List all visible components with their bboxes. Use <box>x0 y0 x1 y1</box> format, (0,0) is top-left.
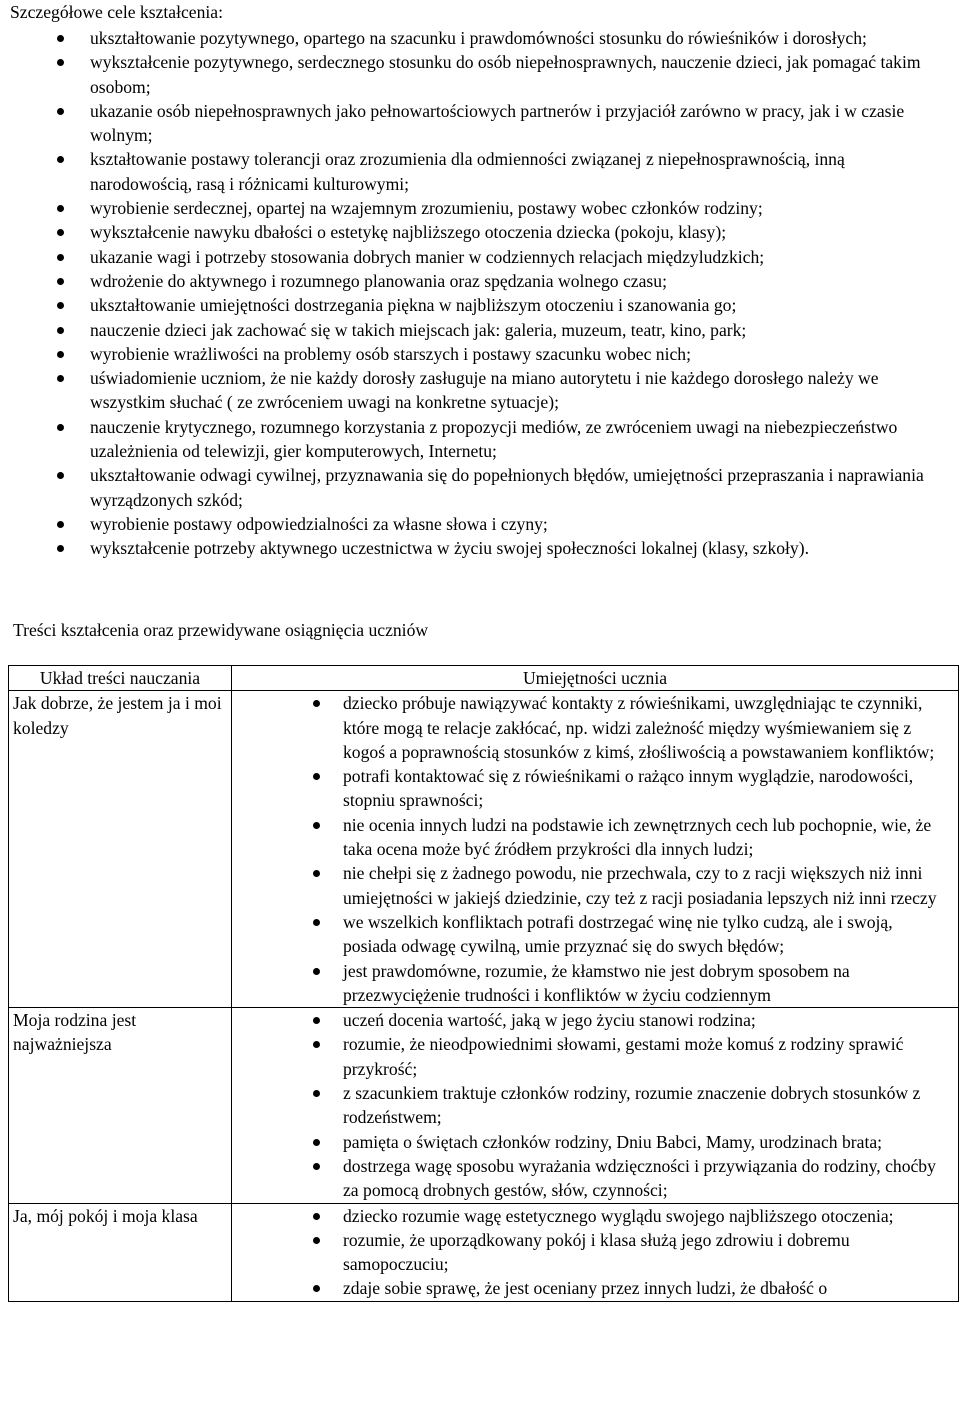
bullet-icon <box>57 545 64 552</box>
bullet-icon <box>57 59 64 66</box>
bullet-icon <box>57 521 64 528</box>
column-header-skills: Umiejętności ucznia <box>232 666 959 691</box>
goals-list <box>0 26 945 561</box>
list-item: rozumie, że nieodpowiednimi słowami, gestami może komuś z rodziny sprawić przykrość; <box>236 1032 954 1081</box>
bullet-icon <box>57 375 64 382</box>
list-item: kształtowanie postawy tolerancji oraz zrozumienia dla odmienności związanej z niepełnosprawnością, inną narodowością, rasą i różnicami kulturowymi; <box>0 147 945 196</box>
bullet-icon <box>57 108 64 115</box>
topic-cell: Moja rodzina jest najważniejsza <box>9 1008 232 1203</box>
list-item: nauczenie dzieci jak zachować się w takich miejscach jak: galeria, muzeum, teatr, kino, park; <box>0 318 945 342</box>
list-item: wyrobienie serdecznej, opartej na wzajemnym zrozumieniu, postawy wobec członków rodziny; <box>0 196 945 220</box>
skills-cell <box>232 1203 959 1301</box>
bullet-icon <box>313 822 320 829</box>
list-item: pamięta o świętach członków rodziny, Dniu Babci, Mamy, urodzinach brata; <box>236 1130 954 1154</box>
bullet-icon <box>313 1017 320 1024</box>
bullet-icon <box>57 35 64 42</box>
bullet-icon <box>313 919 320 926</box>
content-table <box>8 665 959 1302</box>
topic-cell: Jak dobrze, że jestem ja i moi koledzy <box>9 691 232 1008</box>
skills-cell <box>232 691 959 1008</box>
list-item: wykształcenie potrzeby aktywnego uczestnictwa w życiu swojej społeczności lokalnej (klasy, szkoły). <box>0 536 945 560</box>
table-row <box>9 1008 959 1203</box>
bullet-icon <box>313 700 320 707</box>
list-item: uczeń docenia wartość, jaką w jego życiu stanowi rodzina; <box>236 1008 954 1032</box>
bullet-icon <box>57 278 64 285</box>
table-row <box>9 691 959 1008</box>
bullet-icon <box>57 351 64 358</box>
bullet-icon <box>313 968 320 975</box>
bullet-icon <box>313 1285 320 1292</box>
list-item: ukazanie osób niepełnosprawnych jako pełnowartościowych partnerów i przyjaciół zarówno w pracy, jak i w czasie wolnym; <box>0 99 945 148</box>
list-item: wykształcenie pozytywnego, serdecznego stosunku do osób niepełnosprawnych, nauczenie dzieci, jak pomagać takim osobom; <box>0 50 945 99</box>
skills-list <box>236 691 954 1007</box>
bullet-icon <box>57 472 64 479</box>
bullet-icon <box>57 229 64 236</box>
table-header-row <box>9 666 959 691</box>
column-header-topics: Układ treści nauczania <box>9 666 232 691</box>
list-item: z szacunkiem traktuje członków rodziny, rozumie znaczenie dobrych stosunków z rodzeństwem; <box>236 1081 954 1130</box>
list-item: jest prawdomówne, rozumie, że kłamstwo nie jest dobrym sposobem na przezwyciężenie trudności i konfliktów w życiu codziennym <box>236 959 954 1008</box>
bullet-icon <box>313 870 320 877</box>
skills-cell <box>232 1008 959 1203</box>
list-item: ukazanie wagi i potrzeby stosowania dobrych manier w codziennych relacjach międzyludzkich; <box>0 245 945 269</box>
list-item: wyrobienie wrażliwości na problemy osób starszych i postawy szacunku wobec nich; <box>0 342 945 366</box>
bullet-icon <box>313 1090 320 1097</box>
list-item: ukształtowanie umiejętności dostrzegania piękna w najbliższym otoczeniu i szanowania go; <box>0 293 945 317</box>
bullet-icon <box>313 1041 320 1048</box>
list-item: nie chełpi się z żadnego powodu, nie przechwala, czy to z racji większych niż inni umiejętności w jakiejś dziedzinie, czy też z racji posiadania lepszych niż inni rzeczy <box>236 861 954 910</box>
bullet-icon <box>57 205 64 212</box>
bullet-icon <box>57 156 64 163</box>
bullet-icon <box>313 1163 320 1170</box>
list-item: nauczenie krytycznego, rozumnego korzystania z propozycji mediów, ze zwróceniem uwagi na niebezpieczeństwo uzależnienia od telewizji, gier komputerowych, Internetu; <box>0 415 945 464</box>
bullet-icon <box>313 1213 320 1220</box>
bullet-icon <box>313 1139 320 1146</box>
list-item: wyrobienie postawy odpowiedzialności za własne słowa i czyny; <box>0 512 945 536</box>
topic-cell: Ja, mój pokój i moja klasa <box>9 1203 232 1301</box>
list-item: rozumie, że uporządkowany pokój i klasa służą jego zdrowiu i dobremu samopoczuciu; <box>236 1228 954 1277</box>
section-heading: Szczegółowe cele kształcenia: <box>10 2 223 22</box>
bullet-icon <box>313 1237 320 1244</box>
skills-list <box>236 1008 954 1202</box>
list-item: ukształtowanie pozytywnego, opartego na szacunku i prawdomówności stosunku do rówieśników i dorosłych; <box>0 26 945 50</box>
table-row <box>9 1203 959 1301</box>
list-item: zdaje sobie sprawę, że jest oceniany przez innych ludzi, że dbałość o <box>236 1276 954 1300</box>
section-subheading: Treści kształcenia oraz przewidywane osiągnięcia uczniów <box>13 620 429 640</box>
bullet-icon <box>57 327 64 334</box>
list-item: uświadomienie uczniom, że nie każdy dorosły zasługuje na miano autorytetu i nie każdego dorosłego należy we wszystkim słuchać ( ze zwróceniem uwagi na konkretne sytuacje); <box>0 366 945 415</box>
list-item: dziecko rozumie wagę estetycznego wyglądu swojego najbliższego otoczenia; <box>236 1204 954 1228</box>
bullet-icon <box>57 254 64 261</box>
list-item: nie ocenia innych ludzi na podstawie ich zewnętrznych cech lub pochopnie, wie, że taka ocena może być źródłem przykrości dla innych ludzi; <box>236 813 954 862</box>
list-item: wdrożenie do aktywnego i rozumnego planowania oraz spędzania wolnego czasu; <box>0 269 945 293</box>
list-item: potrafi kontaktować się z rówieśnikami o rażąco innym wyglądzie, narodowości, stopniu sprawności; <box>236 764 954 813</box>
list-item: wykształcenie nawyku dbałości o estetykę najbliższego otoczenia dziecka (pokoju, klasy); <box>0 220 945 244</box>
list-item: dostrzega wagę sposobu wyrażania wdzięczności i przywiązania do rodziny, choćby za pomocą drobnych gestów, słów, czynności; <box>236 1154 954 1203</box>
bullet-icon <box>57 424 64 431</box>
skills-list <box>236 1204 954 1301</box>
bullet-icon <box>57 302 64 309</box>
list-item: ukształtowanie odwagi cywilnej, przyznawania się do popełnionych błędów, umiejętności przepraszania i naprawiania wyrządzonych szkód; <box>0 463 945 512</box>
list-item: we wszelkich konfliktach potrafi dostrzegać winę nie tylko cudzą, ale i swoją, posiada odwagę cywilną, umie przyznać się do swych błędów; <box>236 910 954 959</box>
bullet-icon <box>313 773 320 780</box>
list-item: dziecko próbuje nawiązywać kontakty z rówieśnikami, uwzględniając te czynniki, które mogą te relacje zakłócać, np. widzi zależność między wyśmiewaniem się z kogoś a poprawnością stosunków z kimś, złośliwością a powstawaniem konfliktów; <box>236 691 954 764</box>
